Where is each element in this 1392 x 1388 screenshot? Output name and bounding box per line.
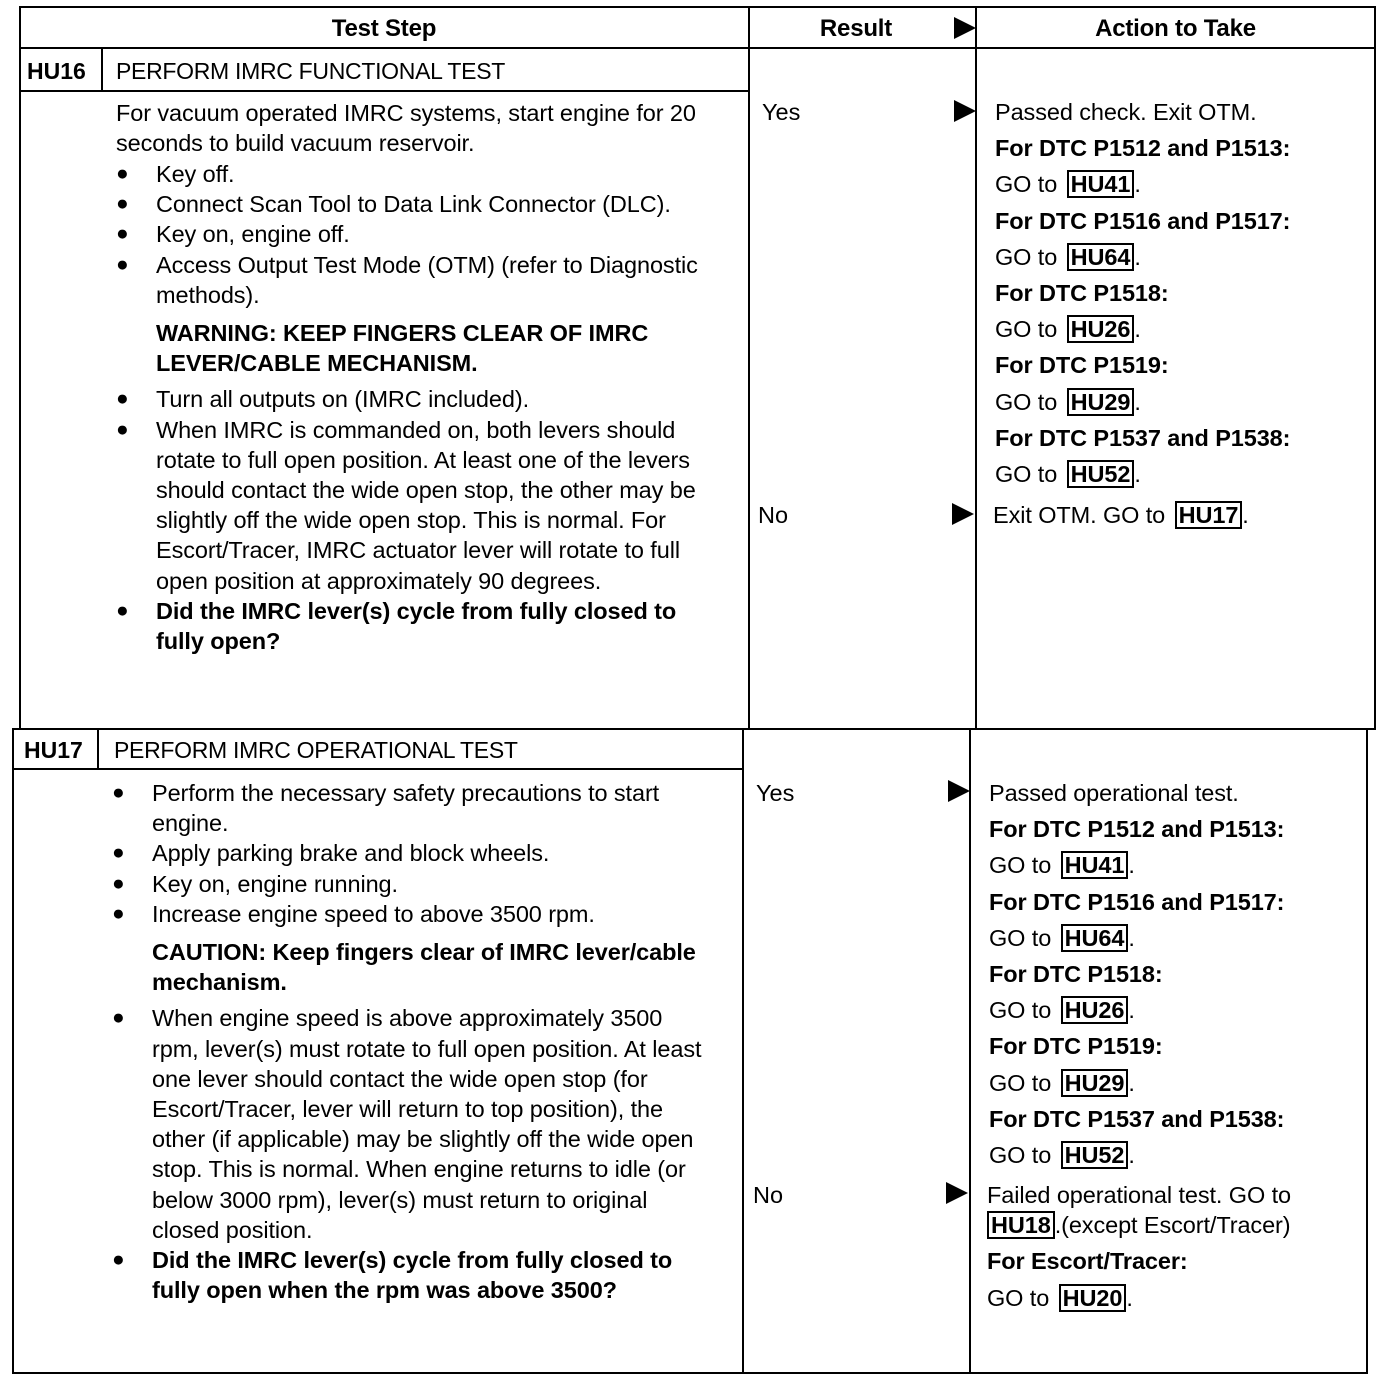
goto-line: GO to HU41 . bbox=[989, 852, 1135, 879]
frame-left-upper bbox=[19, 6, 21, 729]
step-ref-link[interactable]: HU29 bbox=[1061, 1069, 1129, 1097]
hu16-no-arrow-icon bbox=[952, 503, 974, 525]
goto-line: HU18 .(except Escort/Tracer) bbox=[987, 1210, 1367, 1240]
dtc-label: For DTC P1518: bbox=[995, 280, 1169, 307]
hu17-title-rule bbox=[14, 768, 742, 770]
header-arrow-icon bbox=[954, 17, 976, 39]
dtc-label: For DTC P1516 and P1517: bbox=[995, 207, 1291, 234]
list-item: ● Access Output Test Mode (OTM) (refer to Diagnostic methods). bbox=[116, 250, 716, 310]
header-test-step: Test Step bbox=[331, 15, 437, 42]
hu16-title-rule bbox=[20, 90, 748, 92]
dtc-label: For DTC P1518: bbox=[989, 961, 1163, 988]
dtc-label: For DTC P1537 and P1538: bbox=[989, 1105, 1285, 1132]
hu17-no-arrow-icon bbox=[946, 1182, 968, 1204]
hu17-title: PERFORM IMRC OPERATIONAL TEST bbox=[114, 737, 518, 763]
hu16-title: PERFORM IMRC FUNCTIONAL TEST bbox=[116, 58, 506, 84]
step-ref-link[interactable]: HU64 bbox=[1061, 924, 1129, 952]
step-ref-link[interactable]: HU26 bbox=[1061, 996, 1129, 1024]
section-divider bbox=[14, 728, 1376, 730]
frame-bottom bbox=[12, 1372, 1368, 1374]
step-ref-link[interactable]: HU18 bbox=[987, 1211, 1055, 1239]
step-ref-link[interactable]: HU41 bbox=[1067, 170, 1135, 198]
goto-line: GO to HU26 . bbox=[989, 997, 1135, 1024]
action-col-left-lower bbox=[969, 728, 971, 1374]
list-item: ● Turn all outputs on (IMRC included). bbox=[116, 384, 716, 414]
frame-left-lower bbox=[12, 728, 14, 1374]
action-text: Passed operational test. bbox=[989, 780, 1239, 806]
hu17-question: ● Did the IMRC lever(s) cycle from fully closed to fully open when the rpm was above 3500? bbox=[112, 1245, 712, 1305]
list-item: ● When engine speed is above approximately 3500 rpm, lever(s) must rotate to full open position. At least one lever should contact the wide open stop (for Escort/Tracer, lever will return to top position), the other (if applicable) may be slightly off the wide open stop. This is normal. When engine returns to idle (or below 3000 rpm), lever(s) must return to original closed position. bbox=[112, 1003, 712, 1245]
hu17-steps bbox=[112, 778, 712, 1305]
hu16-code: HU16 bbox=[27, 58, 86, 84]
dtc-label: For DTC P1512 and P1513: bbox=[989, 816, 1285, 843]
result-col-left-upper bbox=[748, 6, 750, 729]
list-item: ● Key on, engine running. bbox=[112, 869, 712, 899]
hu17-no-action bbox=[987, 1180, 1367, 1313]
hu17-result-no: No bbox=[753, 1182, 784, 1208]
goto-line: Exit OTM. GO to HU17 . bbox=[993, 502, 1249, 528]
goto-line: GO to HU64 . bbox=[989, 924, 1135, 951]
goto-line: GO to HU52 . bbox=[989, 1142, 1135, 1169]
goto-line: GO to HU20 . bbox=[987, 1284, 1133, 1311]
goto-line: GO to HU52 . bbox=[995, 461, 1141, 488]
hu16-result-yes: Yes bbox=[762, 99, 801, 125]
dtc-label: For DTC P1519: bbox=[995, 352, 1169, 379]
hu17-yes-arrow-icon bbox=[948, 780, 970, 802]
step-ref-link[interactable]: HU52 bbox=[1061, 1141, 1129, 1169]
hu16-question: ● Did the IMRC lever(s) cycle from fully closed to fully open? bbox=[116, 596, 716, 656]
goto-line: GO to HU41 . bbox=[995, 171, 1141, 198]
step-ref-link[interactable]: HU17 bbox=[1175, 501, 1243, 529]
hu16-intro: For vacuum operated IMRC systems, start engine for 20 seconds to build vacuum reservoir. bbox=[116, 100, 696, 157]
list-item: ● Connect Scan Tool to Data Link Connector (DLC). bbox=[116, 189, 716, 219]
result-col-left-lower bbox=[742, 728, 744, 1374]
action-text: Passed check. Exit OTM. bbox=[995, 99, 1257, 125]
step-ref-link[interactable]: HU64 bbox=[1067, 243, 1135, 271]
hu17-code: HU17 bbox=[24, 737, 83, 763]
hu17-yes-action bbox=[989, 778, 1369, 1170]
list-item: ● Perform the necessary safety precautions to start engine. bbox=[112, 778, 712, 838]
step-ref-link[interactable]: HU41 bbox=[1061, 851, 1129, 879]
hu16-code-divider bbox=[101, 48, 103, 91]
hu17-result-yes: Yes bbox=[756, 780, 795, 806]
goto-line: GO to HU64 . bbox=[995, 243, 1141, 270]
goto-line: GO to HU29 . bbox=[995, 388, 1141, 415]
list-item: ● Key on, engine off. bbox=[116, 219, 716, 249]
list-item: ● Increase engine speed to above 3500 rpm. bbox=[112, 899, 712, 929]
hu16-warning: WARNING: KEEP FINGERS CLEAR OF IMRC LEVER/CABLE MECHANISM. bbox=[156, 320, 649, 377]
action-text: Failed operational test. GO to bbox=[987, 1182, 1291, 1208]
hu16-yes-action bbox=[995, 97, 1375, 489]
list-item: ● Key off. bbox=[116, 159, 716, 189]
escort-label: For Escort/Tracer: bbox=[987, 1248, 1188, 1275]
step-ref-link[interactable]: HU26 bbox=[1067, 315, 1135, 343]
step-ref-link[interactable]: HU52 bbox=[1067, 460, 1135, 488]
hu17-code-divider bbox=[97, 728, 99, 770]
dtc-label: For DTC P1519: bbox=[989, 1033, 1163, 1060]
step-ref-link[interactable]: HU29 bbox=[1067, 388, 1135, 416]
hu16-yes-arrow-icon bbox=[954, 100, 976, 122]
goto-line: GO to HU26 . bbox=[995, 316, 1141, 343]
header-action: Action to Take bbox=[1095, 15, 1256, 42]
dtc-label: For DTC P1516 and P1517: bbox=[989, 888, 1285, 915]
goto-line: GO to HU29 . bbox=[989, 1069, 1135, 1096]
list-item: ● Apply parking brake and block wheels. bbox=[112, 838, 712, 868]
header-result: Result bbox=[819, 15, 893, 42]
hu16-result-no: No bbox=[758, 502, 789, 528]
hu17-caution: CAUTION: Keep fingers clear of IMRC lever/cable mechanism. bbox=[152, 939, 696, 996]
step-ref-link[interactable]: HU20 bbox=[1059, 1284, 1127, 1312]
frame-top bbox=[20, 6, 1376, 8]
dtc-label: For DTC P1512 and P1513: bbox=[995, 135, 1291, 162]
hu16-no-action bbox=[993, 500, 1373, 530]
list-item: ● When IMRC is commanded on, both levers should rotate to full open position. At least one of the levers should contact the wide open stop, the other may be slightly off the wide open stop. This is normal. For Escort/Tracer, IMRC actuator lever will rotate to full open position at approximately 90 degrees. bbox=[116, 415, 716, 596]
dtc-label: For DTC P1537 and P1538: bbox=[995, 424, 1291, 451]
header-bottom-rule bbox=[20, 47, 1376, 49]
hu16-steps bbox=[116, 159, 716, 656]
